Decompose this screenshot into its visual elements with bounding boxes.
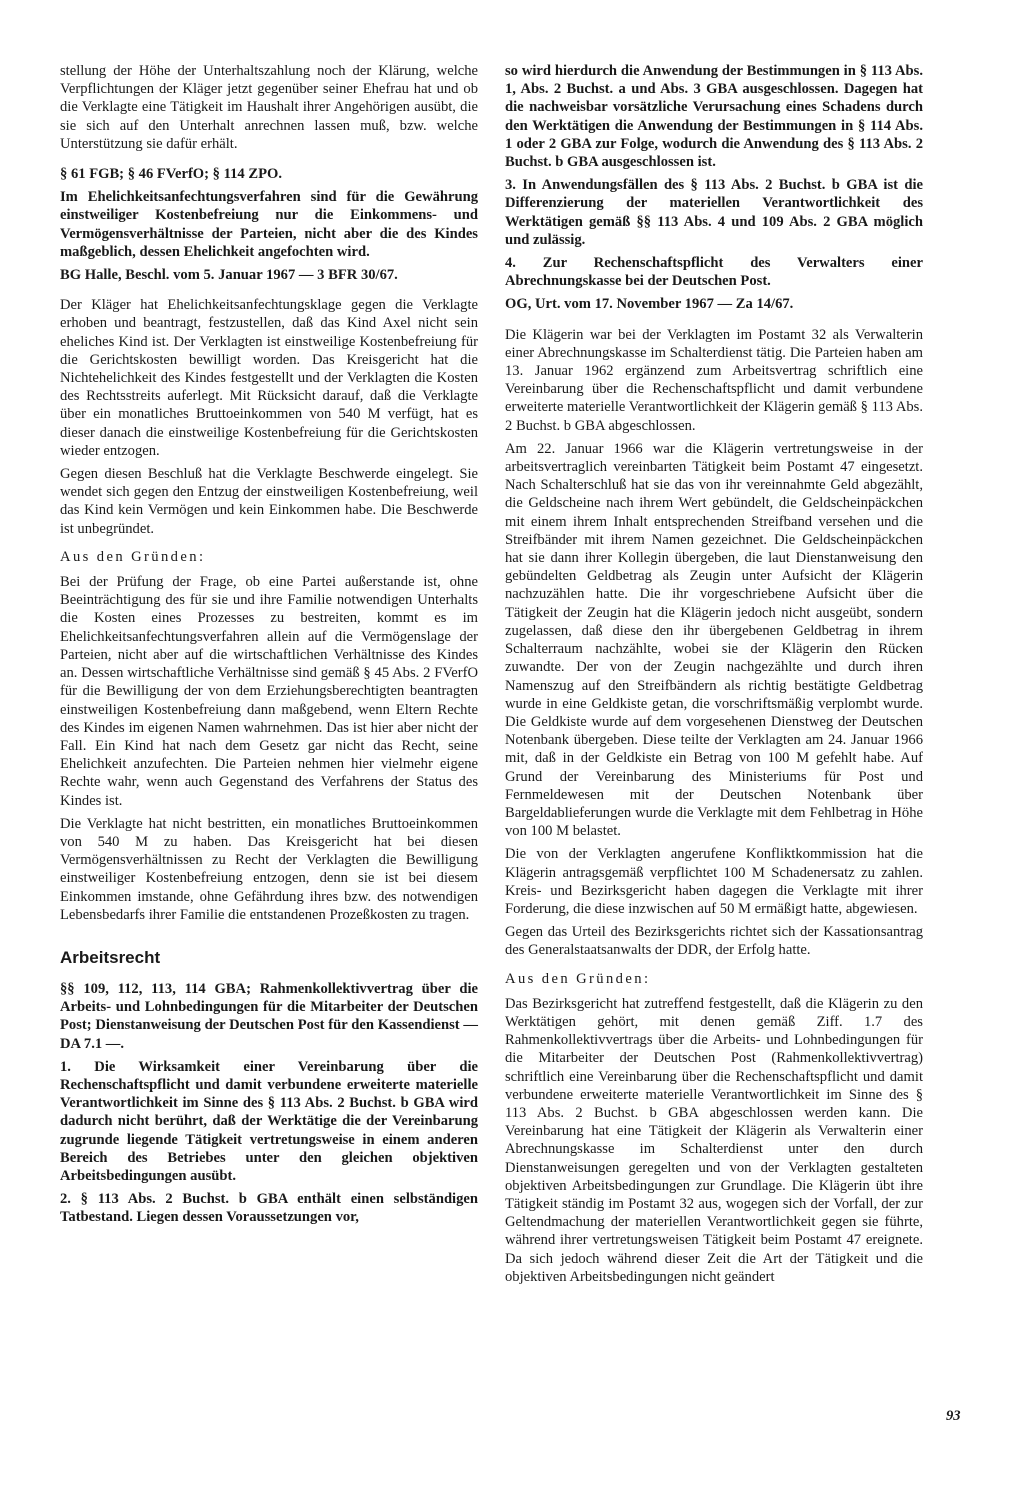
leitsatz-item: 1. Die Wirksamkeit einer Vereinbarung über die Rechenschaftspflicht und damit verbundene erweiterte materielle Verantwortlichkeit im Sinne des § 113 Abs. 2 Buchst. b GBA wird dadurch nicht berührt, daß der Werktätige die der Vereinbarung zugrunde liegende Tätigkeit vertretungsweise in einem anderen Bereich des Betriebes unter den gleichen objektiven Arbeitsbedingungen ausübt. (60, 1058, 478, 1184)
paragraph: Am 22. Januar 1966 war die Klägerin vertretungsweise in der arbeitsvertraglich vereinbarten Tätigkeit beim Postamt 47 eingesetzt. Nach Schalterschluß hat sie das von ihr vereinnahmte Geld abgezählt, die Geldscheine nach ihrem Wert gebündelt, die Geldscheinpäckchen mit einem ihrem Inhalt entsprechenden Streifband versehen und die Streifbänder mit ihrem Namen gezeichnet. Die Geldscheinpäckchen hat sie dann ihrer Kollegin übergeben, die laut Dienstanweisung den gebündelten Geldbetrag als Zeugin unter Aufsicht der Klägerin nachzuzählen hatte. Die ihr vorgeschriebene Aufsicht über die Tätigkeit der Zeugin hat die Klägerin jedoch nicht ausgeübt, sondern zugelassen, daß diese den ihr übergebenen Geldbetrag in ihrem Schalterraum nachzählte, wobei sie der Klägerin den Rücken zuwandte. Der von der Zeugin nachgezählte und durch ihren Namenszug auf den Streifbändern als richtig bestätigte Geldbetrag wurde in eine Geldkiste getan, die vorschriftsmäßig verplombt wurde. Die Geldkiste wurde auf dem vorgesehenen Dienstweg der Deutschen Notenbank übergeben. Diese teilte der Verklagten am 24. Januar 1966 mit, daß in der Geldkiste ein Betrag von 100 M gefehlt habe. Auf Grund der Vereinbarung des Ministeriums für Post und Fernmeldewesen mit der Deutschen Notenbank über Bargeldablieferungen wurde die Verklagte mit dem Fehlbetrag in Höhe von 100 M belastet. (505, 440, 923, 840)
right-column (505, 62, 923, 1291)
paragraph: Gegen das Urteil des Bezirksgerichts richtet sich der Kassationsantrag des Generalstaatsanwalts der DDR, der Erfolg hatte. (505, 924, 923, 959)
case-citation: BG Halle, Beschl. vom 5. Januar 1967 — 3 BFR 30/67. (60, 267, 398, 284)
paragraph: Das Bezirksgericht hat zutreffend festgestellt, daß die Klägerin zu den Werktätigen gehört, mit denen gemäß Ziff. 1.7 des Rahmenkollektivvertrags über die Arbeits- und Lohnbedingungen für die Mitarbeiter der Deutschen Post (Rahmenkollektivvertrag) schriftlich eine Vereinbarung über die Rechenschaftspflicht und damit verbundene erweiterte materielle Verantwortlichkeit im Sinne des § 113 Abs. 2 Buchst. b GBA abgeschlossen werden kann. Die Vereinbarung hat eine Tätigkeit der Klägerin als Verwalterin einer Abrechnungskasse im Schalterdienst unter den durch Dienstanweisungen geregelten und von der Verklagten gestalteten objektiven Arbeitsbedingungen zur Grundlage. Die Klägerin übt ihre Tätigkeit ständig im Postamt 32 aus, wogegen sich der Vorfall, der zur Geltendmachung der materiellen Verantwortlichkeit gegen sie führte, während ihrer vertretungsweisen Tätigkeit beim Postamt 47 ereignete. Da sich jedoch während dieser Zeit die Art der Tätigkeit und die objektiven Arbeitsbedingungen nicht geändert (505, 995, 923, 1285)
left-column (60, 62, 478, 1232)
grounds-heading: Aus den Gründen: (505, 970, 651, 987)
page-number: 93 (946, 1408, 961, 1424)
section-heading: Arbeitsrecht (60, 947, 161, 967)
paragraph: Die Verklagte hat nicht bestritten, ein monatliches Bruttoeinkommen von 540 M zu haben. Das Kreisgericht hat bei diesen Vermögensverhältnissen zu Recht der Verklagten die Bewilligung einstweiliger Kostenbefreiung entzogen, denn sie ist bei diesem Einkommen imstande, ohne Gefährdung ihres bzw. des notwendigen Lebensbedarfs ihrer Familie die entstandenen Prozeßkosten zu tragen. (60, 815, 478, 923)
grounds-heading: Aus den Gründen: (60, 548, 206, 565)
leitsatz: Im Ehelichkeitsanfechtungsverfahren sind für die Gewährung einstweiliger Kostenbefreiung nur die Einkommens- und Vermögensverhältnisse der Parteien, nicht aber die des Kindes maßgeblich, dessen Ehelichkeit angefochten wird. (60, 189, 478, 260)
leitsatz-item: 3. In Anwendungsfällen des § 113 Abs. 2 Buchst. b GBA ist die Differenzierung der materiellen Verantwortlichkeit des Werktätigen gemäß §§ 113 Abs. 4 und 109 Abs. 2 GBA möglich und zulässig. (505, 177, 923, 248)
paragraph: Die Klägerin war bei der Verklagten im Postamt 32 als Verwalterin einer Abrechnungskasse im Schalterdienst tätig. Die Parteien haben am 13. Januar 1962 ergänzend zum Arbeitsvertrag schriftlich eine Vereinbarung über die Rechenschaftspflicht und damit verbundene erweiterte materielle Verantwortlichkeit der Klägerin gemäß § 113 Abs. 2 Buchst. b GBA abgeschlossen. (505, 326, 923, 434)
leitsatz-continuation: so wird hierdurch die Anwendung der Bestimmungen in § 113 Abs. 1, Abs. 2 Buchst. a und Abs. 3 GBA ausgeschlossen. Dagegen hat die nachweisbar vorsätzliche Verursachung eines Schadens durch den Werktätigen die Anwendung der Bestimmungen in § 114 Abs. 1 oder 2 GBA zur Folge, wodurch die Anwendung des § 113 Abs. 2 Buchst. b GBA ausgeschlossen ist. (505, 63, 923, 171)
norm-reference: § 61 FGB; § 46 FVerfO; § 114 ZPO. (60, 166, 282, 183)
paragraph: stellung der Höhe der Unterhaltszahlung noch der Klärung, welche Verpflichtungen der Kläger jetzt gegenüber seiner Ehefrau hat und ob die Verklagte eine Tätigkeit im Haushalt ihrer Angehörigen ausübt, die sie sich auf den Unterhalt anrechnen lassen muß, bzw. welche Unterstützung sie dafür erhält. (60, 63, 478, 152)
paragraph: Der Kläger hat Ehelichkeitsanfechtungsklage gegen die Verklagte erhoben und beantragt, festzustellen, daß das Kind Axel nicht sein eheliches Kind ist. Der Verklagten ist einstweilige Kostenbefreiung für die Gerichtskosten bewilligt worden. Das Kreisgericht hat die Nichtehelichkeit des Kindes festgestellt und der Verklagten die Kosten des Rechtsstreits auferlegt. Mit Rücksicht darauf, daß die Verklagte über ein monatliches Bruttoeinkommen von 540 M verfügt, hat es dieser danach die einstweilige Kostenbefreiung für die Gerichtskosten wieder entzogen. (60, 297, 478, 459)
paragraph: Bei der Prüfung der Frage, ob eine Partei außerstande ist, ohne Beeinträchtigung des für sie und ihre Familie notwendigen Unterhalts die Kosten eines Prozesses zu bestreiten, kommt es im Ehelichkeitsanfechtungsverfahren allein auf die Vermögenslage der Parteien, nicht aber auf die wirtschaftlichen Verhältnisse des Kindes an. Dessen wirtschaftliche Verhältnisse sind gemäß § 45 Abs. 2 FVerfO für die Bewilligung der von dem Erziehungsberechtigten beantragten einstweiligen Kostenbefreiung dann maßgebend, wenn Eltern Rechte des Kindes im eigenen Namen wahrnehmen. Das ist hier aber nicht der Fall. Ein Kind hat nach dem Gesetz gar nicht das Recht, seine Ehelichkeit anzufechten. Die Parteien nehmen hier vielmehr eigene Rechte wahr, wenn auch Gegenstand des Verfahrens der Status des Kindes ist. (60, 574, 478, 809)
leitsatz-item: 2. § 113 Abs. 2 Buchst. b GBA enthält einen selbständigen Tatbestand. Liegen dessen Voraussetzungen vor, (60, 1191, 478, 1226)
leitsatz-item: 4. Zur Rechenschaftspflicht des Verwalters einer Abrechnungskasse bei der Deutschen Post. (505, 255, 923, 290)
case-citation: OG, Urt. vom 17. November 1967 — Za 14/67. (505, 296, 794, 313)
paragraph: Gegen diesen Beschluß hat die Verklagte Beschwerde eingelegt. Sie wendet sich gegen den Entzug der einstweiligen Kostenbefreiung, weil das Kind kein Vermögen und kein Einkommen habe. Die Beschwerde ist unbegründet. (60, 466, 478, 537)
norm-reference: §§ 109, 112, 113, 114 GBA; Rahmenkollektivvertrag über die Arbeits- und Lohnbedingungen für die Mitarbeiter der Deutschen Post; Dienstanweisung der Deutschen Post für den Kassendienst — DA 7.1 —. (60, 980, 478, 1052)
paragraph: Die von der Verklagten angerufene Konfliktkommission hat die Klägerin antragsgemäß verpflichtet 100 M Schadenersatz zu zahlen. Kreis- und Bezirksgericht haben dagegen die Verklagte mit ihrer Forderung, die diese inzwischen auf 50 M ermäßigt hatte, abgewiesen. (505, 846, 923, 917)
